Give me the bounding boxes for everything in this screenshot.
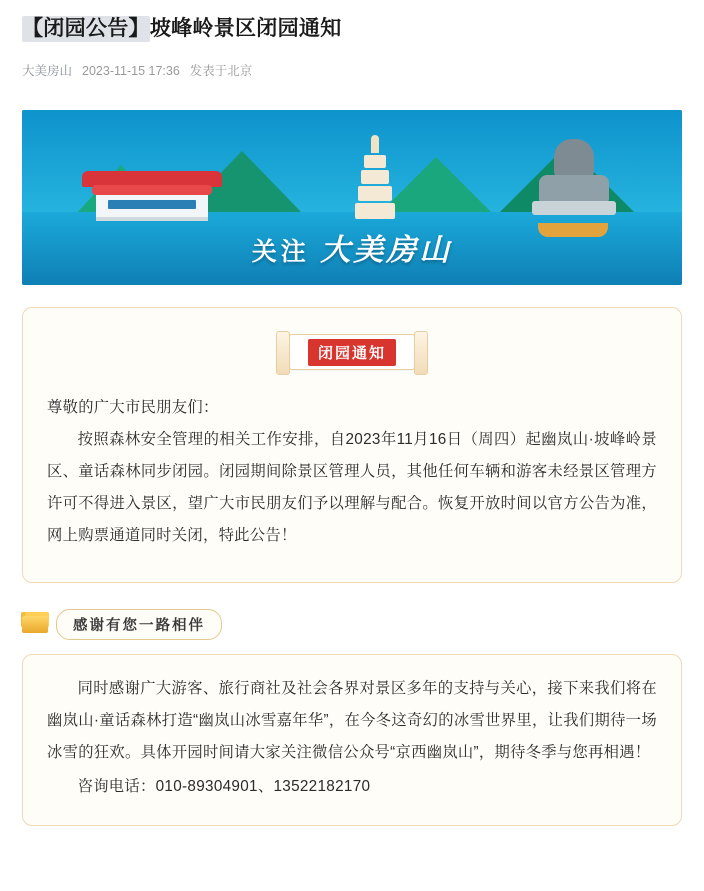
ribbon-header: [47, 334, 657, 370]
article-meta: [22, 62, 682, 80]
contact-phone-line: 咨询电话：010-89304901、13522182170: [77, 778, 371, 795]
title-rest: 坡峰岭景区闭园通知: [149, 17, 342, 40]
gold-bars-icon: [22, 616, 48, 633]
banner-text-prefix: 关注: [251, 239, 310, 266]
pavilion-illustration: [82, 171, 222, 217]
publish-location: 发表于北京: [189, 64, 253, 78]
page-title: [22, 14, 682, 44]
banner-text: [22, 225, 682, 269]
notice-salutation: 尊敬的广大市民朋友们：: [47, 399, 219, 416]
title-tag: 【闭园公告】: [22, 17, 150, 40]
banner-text-main: 大美房山: [320, 234, 453, 267]
ribbon-shape: [289, 334, 415, 370]
account-name[interactable]: 大美房山: [22, 64, 73, 78]
notice-paragraph: 按照森林安全管理的相关工作安排，自2023年11月16日（周四）起幽岚山·坡峰岭景区、童话森林同步闭园。闭园期间除景区管理人员，其他任何车辆和游客未经景区管理方许可不得进入景区，望广大市民朋友们予以理解与配合。恢复开放时间以官方公告为准，网上购票通道同时关闭，特此公告！: [47, 431, 657, 544]
statue-illustration: [532, 139, 616, 215]
thanks-paragraph: 同时感谢广大游客、旅行商社及社会各界对景区多年的支持与关心，接下来我们将在幽岚山·童话森林打造“幽岚山冰雪嘉年华”，在今冬这奇幻的冰雪世界里，让我们期待一场冰雪的狂欢。具体开园时间请大家关注微信公众号“京西幽岚山”，期待冬季与您再相遇！: [47, 680, 657, 761]
thanks-heading: 感谢有您一路相伴: [56, 609, 222, 640]
article-page: [0, 14, 704, 891]
pagoda-illustration: [352, 135, 398, 219]
thanks-card: [22, 654, 682, 826]
banner-image: [22, 110, 682, 285]
ribbon-label: 闭园通知: [308, 339, 396, 366]
thanks-heading-row: [22, 609, 682, 640]
notice-body: [47, 392, 657, 552]
publish-date: 2023-11-15 17:36: [82, 64, 180, 78]
thanks-body: [47, 673, 657, 803]
closure-notice-card: [22, 307, 682, 583]
